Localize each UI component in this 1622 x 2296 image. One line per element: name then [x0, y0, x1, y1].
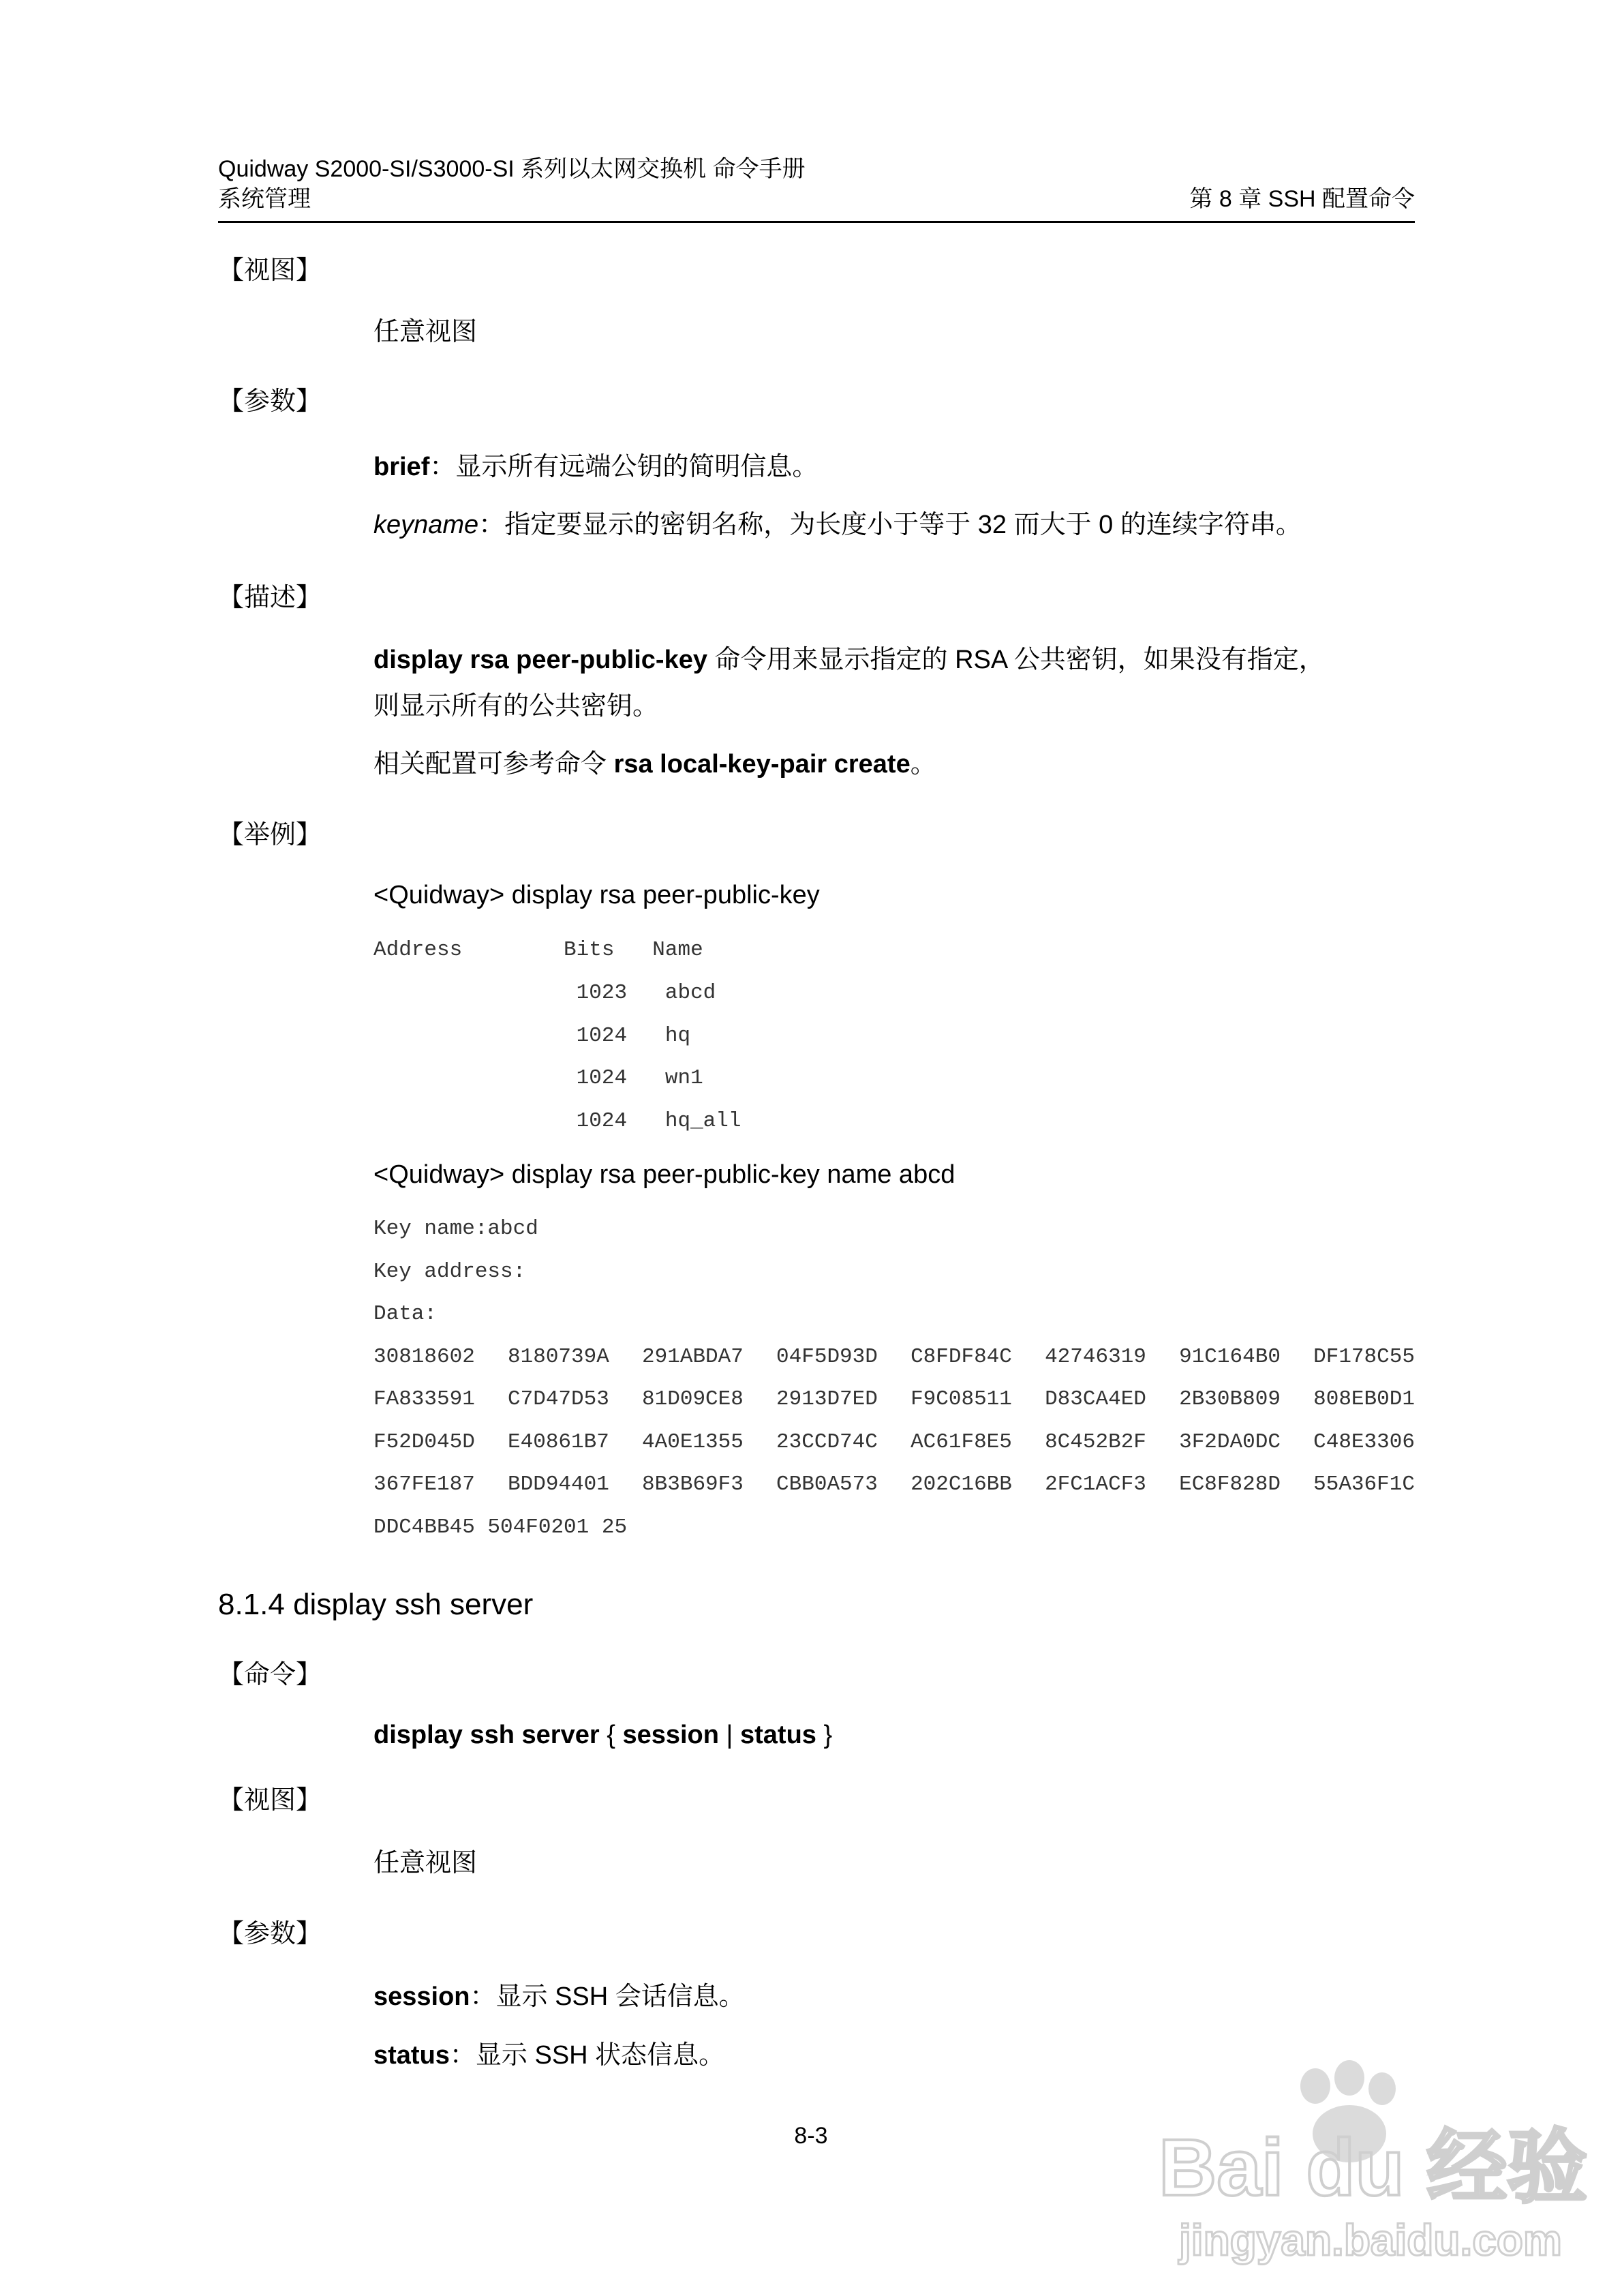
keyword-status: status [740, 1721, 816, 1749]
view-text: 任意视图 [373, 1849, 478, 1877]
param-name: session [373, 1982, 470, 2011]
keyword-session: session [622, 1721, 719, 1749]
example-label: 【举例】 [218, 821, 322, 849]
view-text: 任意视图 [373, 318, 478, 346]
hex-word: C7D47D53 [508, 1387, 609, 1411]
param-keyname [373, 508, 1415, 542]
hex-word: EC8F828D [1179, 1472, 1281, 1496]
header-rule [218, 221, 1415, 223]
related-config [373, 747, 1415, 781]
hex-word: CBB0A573 [776, 1472, 878, 1496]
hex-word: 3F2DA0DC [1179, 1430, 1281, 1454]
table-row: 1023 abcd [373, 981, 716, 1005]
hex-word: 8C452B2F [1045, 1430, 1146, 1454]
hex-word: DF178C55 [1313, 1345, 1415, 1369]
hex-word: 291ABDA7 [642, 1345, 744, 1369]
syntax-pipe: | [719, 1721, 740, 1749]
command-name: display rsa peer-public-key [373, 646, 707, 674]
data-label-line: Data: [373, 1302, 438, 1326]
hex-word: F52D045D [373, 1430, 475, 1454]
watermark-url: jingyan.baidu.com [1179, 2216, 1562, 2265]
hex-word: 808EB0D1 [1313, 1387, 1415, 1411]
header-right: 第 8 章 SSH 配置命令 [1189, 186, 1415, 212]
hex-last-row: DDC4BB45 504F0201 25 [373, 1515, 628, 1539]
param-brief [373, 450, 1415, 484]
hex-word: C48E3306 [1313, 1430, 1415, 1454]
related-suffix: 。 [910, 750, 936, 779]
hex-word: D83CA4ED [1045, 1387, 1146, 1411]
hex-row [373, 1430, 1415, 1455]
param-desc: ：指定要显示的密钥名称，为长度小于等于 32 而大于 0 的连续字符串。 [478, 511, 1302, 539]
baidu-watermark-logo [1152, 2059, 1588, 2265]
related-command: rsa local-key-pair create [613, 750, 911, 779]
param-name: keyname [373, 511, 479, 539]
hex-word: FA833591 [373, 1387, 475, 1411]
key-name-line: Key name:abcd [373, 1217, 538, 1241]
syntax-brace: { [599, 1721, 623, 1749]
example-command-1: <Quidway> display rsa peer-public-key [373, 881, 820, 909]
hex-row [373, 1387, 1415, 1412]
header-left: 系统管理 [218, 186, 311, 212]
param-session [373, 1980, 1415, 2014]
table-row: 1024 hq [373, 1024, 691, 1048]
hex-word: AC61F8E5 [911, 1430, 1012, 1454]
description-line2: 则显示所有的公共密钥。 [373, 692, 659, 721]
syntax-brace: } [816, 1721, 833, 1749]
section-heading: 8.1.4 display ssh server [218, 1588, 534, 1621]
example-command-2: <Quidway> display rsa peer-public-key name abcd [373, 1160, 955, 1189]
description-text: 命令用来显示指定的 RSA 公共密钥，如果没有指定， [707, 646, 1325, 674]
hex-word: 8B3B69F3 [642, 1472, 744, 1496]
related-prefix: 相关配置可参考命令 [373, 750, 614, 779]
param-desc: ：显示所有远端公钥的简明信息。 [429, 453, 818, 481]
header-sections [218, 184, 1415, 214]
description-line1 [373, 643, 1415, 677]
hex-word: 81D09CE8 [642, 1387, 744, 1411]
table-row: 1024 hq_all [373, 1109, 741, 1133]
table-row: 1024 wn1 [373, 1066, 703, 1090]
hex-word: E40861B7 [508, 1430, 609, 1454]
hex-word: 2FC1ACF3 [1045, 1472, 1146, 1496]
manual-title: Quidway S2000-SI/S3000-SI 系列以太网交换机 命令手册 [218, 156, 806, 182]
hex-row [373, 1472, 1415, 1497]
hex-word: 55A36F1C [1313, 1472, 1415, 1496]
param-desc: ：显示 SSH 状态信息。 [449, 2041, 725, 2070]
hex-word: 367FE187 [373, 1472, 475, 1496]
hex-word: 202C16BB [911, 1472, 1012, 1496]
table-header: Address Bits Name [373, 938, 703, 962]
watermark-brand: Bai du 经验 [1159, 2123, 1588, 2213]
command-name: display ssh server [373, 1721, 600, 1749]
hex-word: 91C164B0 [1179, 1345, 1281, 1369]
view-label: 【视图】 [218, 1786, 322, 1815]
param-name: brief [373, 453, 430, 481]
hex-word: 42746319 [1045, 1345, 1146, 1369]
page-header [218, 154, 1415, 214]
key-address-line: Key address: [373, 1260, 526, 1284]
description-label: 【描述】 [218, 584, 322, 612]
hex-word: 04F5D93D [776, 1345, 878, 1369]
hex-word: 23CCD74C [776, 1430, 878, 1454]
hex-word: 2B30B809 [1179, 1387, 1281, 1411]
view-label: 【视图】 [218, 256, 322, 285]
hex-word: 8180739A [508, 1345, 609, 1369]
hex-word: 2913D7ED [776, 1387, 878, 1411]
param-name: status [373, 2041, 450, 2070]
hex-row [373, 1345, 1415, 1370]
page-number: 8-3 [794, 2123, 828, 2149]
params-label: 【参数】 [218, 387, 322, 416]
hex-word: C8FDF84C [911, 1345, 1012, 1369]
hex-word: 30818602 [373, 1345, 475, 1369]
hex-word: BDD94401 [508, 1472, 609, 1496]
hex-word: 4A0E1355 [642, 1430, 744, 1454]
command-label: 【命令】 [218, 1661, 322, 1689]
params-label: 【参数】 [218, 1920, 322, 1948]
param-desc: ：显示 SSH 会话信息。 [470, 1982, 745, 2011]
command-syntax [373, 1718, 1415, 1752]
hex-word: F9C08511 [911, 1387, 1012, 1411]
